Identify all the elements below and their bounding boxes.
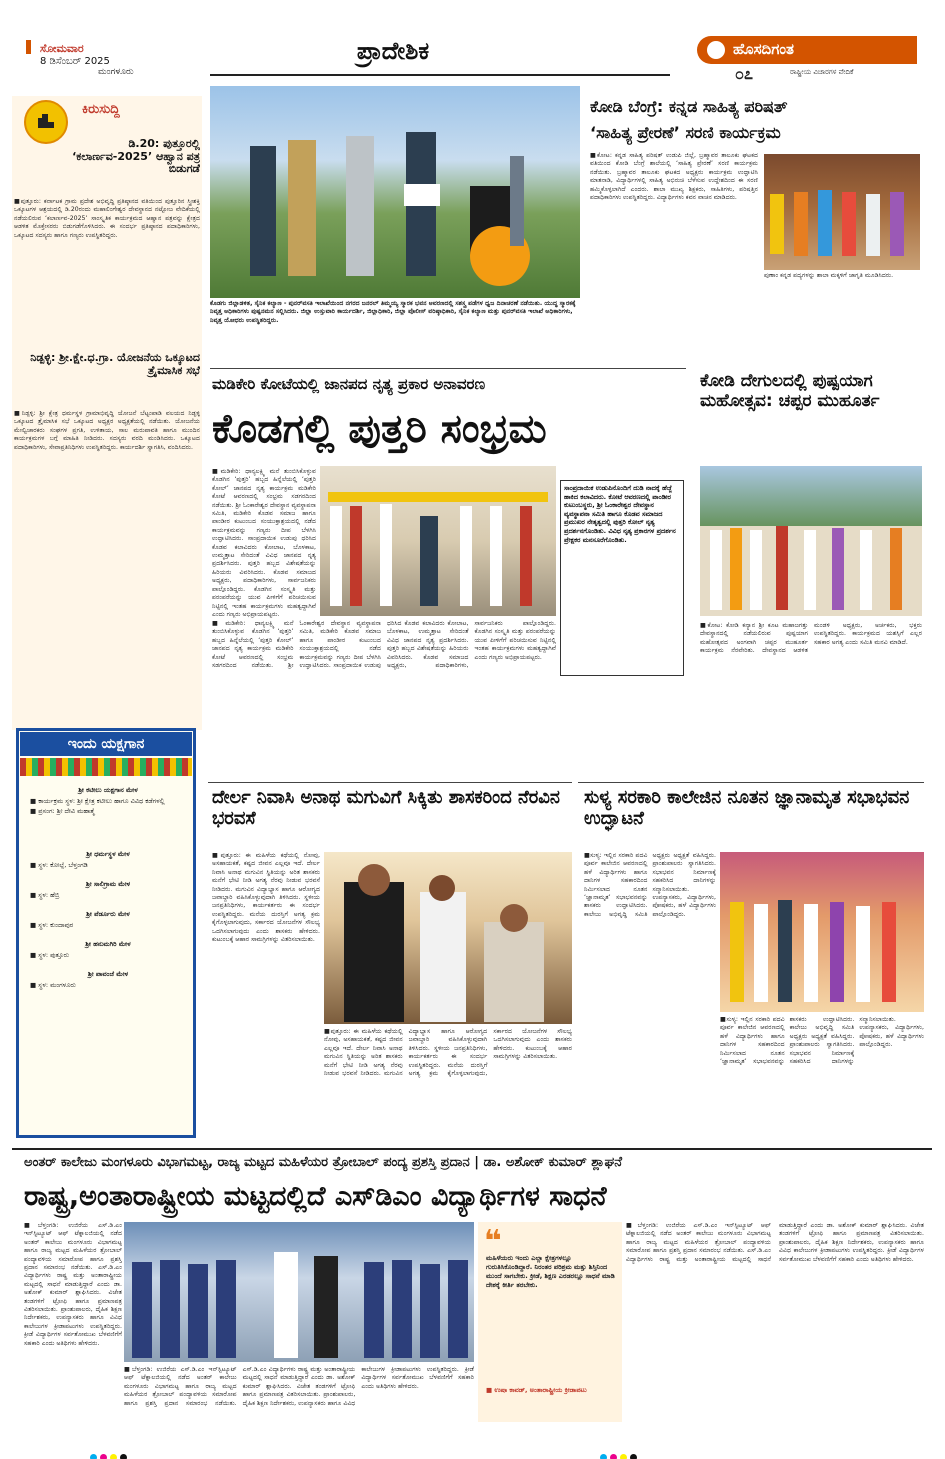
puttari-body-lead: ■ಮಡಿಕೇರಿ: ಧಾನ್ಯಲಕ್ಷ್ಮಿ ಮನೆ ತುಂಬಿಸಿಕೊಳ್ಳುವ ಕೊಡಗಿನ ‘ಪುತ್ತರಿ’ ಹಬ್ಬದ ಹಿನ್ನೆಲೆಯಲ್ಲಿ ‘ಪುತ್ತರಿ ಕೋಲ್’ ಜಾನಪದ ನೃತ್ಯ ಕಾರ್ಯಕ್ರಮ ಮಡಿಕೇರಿ ಕೋಟೆ ಆವರಣದಲ್ಲಿ ಸಂಭ್ರಮ ಸಡಗರದಿಂದ ನಡೆಯಿತು. ಶ್ರೀ ಓಂಕಾರೇಶ್ವರ ದೇವಸ್ಥಾನ ವ್ಯವಸ್ಥಾಪನಾ ಸಮಿತಿ, ಮಡಿಕೇರಿ ಕೊಡವ ಸಮಾಜ ಹಾಗೂ ಪಾಂಡೀರ ಕುಟುಂಬದ ಸಂಯುಕ್ತಾಶ್ರಯದಲ್ಲಿ ನಡೆದ ಕಾರ್ಯಕ್ರಮವನ್ನು ಗಣ್ಯರು ದೀಪ ಬೆಳಗಿಸಿ ಉದ್ಘಾಟಿಸಿದರು. ಸಾಂಪ್ರದಾಯಿಕ ಉಡುಪು ಧರಿಸಿದ ಕೊಡವ ಕಲಾವಿದರು ಕೋಲಾಟ, ಬೊಳಕಾಟ, ಉಮ್ಮತ್ತಾಟ ಸೇರಿದಂತೆ ವಿವಿಧ ಜಾನಪದ ನೃತ್ಯ ಪ್ರದರ್ಶಿಸಿದರು. ಪುತ್ತರಿ ಹಬ್ಬದ ವಿಶೇಷತೆಯನ್ನು ಹಿರಿಯರು ವಿವರಿಸಿದರು. ಕೊಡವ ಸಮಾಜದ ಅಧ್ಯಕ್ಷರು, ಪದಾಧಿಕಾರಿಗಳು, ಸಾರ್ವಜನಿಕರು ಪಾಲ್ಗೊಂಡಿದ್ದರು. ಕೊಡಗಿನ ಸಂಸ್ಕೃತಿ ಮತ್ತು ಪರಂಪರೆಯನ್ನು ಯುವ ಪೀಳಿಗೆಗೆ ಪರಿಚಯಿಸುವ ನಿಟ್ಟಿನಲ್ಲಿ ಇಂತಹ ಕಾರ್ಯಕ್ರಮಗಳು ಮಹತ್ವದ್ದಾಗಿವೆ ಎಂದು ಗಣ್ಯರು ಅಭಿಪ್ರಾಯಪಟ್ಟರು. xyxy=(212,468,316,618)
register-dots-right xyxy=(600,1446,640,1459)
yakshagana-row: ಶ್ರೀ ಸಾಲಿಗ್ರಾಮ ಮೇಳ xyxy=(85,880,131,888)
sullia-photo xyxy=(720,852,924,1012)
sullia-top-rule xyxy=(578,782,924,783)
kodi-temple-headline: ಕೋಡಿ ದೇಗುಲದಲ್ಲಿ ಪುಷ್ಪಯಾಗ ಮಹೋತ್ಸವ: ಚಪ್ಪರ ಮುಹೂರ್ತ xyxy=(700,372,880,411)
yakshagana-row: ■ ಸ್ಥಳ: ಪುತ್ತೂರು xyxy=(30,951,70,959)
kirusuddi-story2-body: ■ನಿಡ್ಪಳ್ಳಿ: ಶ್ರೀ ಕ್ಷೇತ್ರ ಧರ್ಮಸ್ಥಳ ಗ್ರಾಮಾಭಿವೃದ್ಧಿ ಯೋಜನೆ ಬೆಟ್ಟಂಪಾಡಿ ವಲಯದ ನಿಡ್ಪಳ್ಳಿ ಒಕ್ಕೂಟದ ತ್ರೈಮಾಸಿಕ ಸಭೆ ಒಕ್ಕೂಟದ ಅಧ್ಯಕ್ಷರ ಅಧ್ಯಕ್ಷತೆಯಲ್ಲಿ ನಡೆಯಿತು. ಯೋಜನೆಯ ಮೇಲ್ವಿಚಾರಕರು ಸಂಘಗಳ ಪ್ರಗತಿ, ಉಳಿತಾಯ, ಸಾಲ ಮರುಪಾವತಿ ಹಾಗೂ ಮುಂದಿನ ಕಾರ್ಯಕ್ರಮಗಳ ಬಗ್ಗೆ ಮಾಹಿತಿ ನೀಡಿದರು. ಸದಸ್ಯರು ವರದಿ ಮಂಡಿಸಿದರು. ಒಕ್ಕೂಟದ ಪದಾಧಿಕಾರಿಗಳು, ಸೇವಾಪ್ರತಿನಿಧಿಗಳು ಉಪಸ್ಥಿತರಿದ್ದರು. ಕಾರ್ಯದರ್ಶಿ ಸ್ವಾಗತಿಸಿ, ವಂದಿಸಿದರು. xyxy=(14,410,200,451)
yakshagana-row: ಶ್ರೀ ಪಾವಂಜೆ ಮೇಳ xyxy=(87,970,129,978)
throwball-team-photo xyxy=(124,1222,474,1362)
puttari-kicker: ಮಡಿಕೇರಿ ಕೋಟೆಯಲ್ಲಿ ಜಾನಪದ ನೃತ್ಯ ಪ್ರಕಾರ ಅನಾವರಣ xyxy=(212,376,486,393)
masthead-day: ಸೋಮವಾರ xyxy=(40,42,84,55)
kodi-bengre-headline1: ಕೋಡಿ ಬೆಂಗ್ರೆ: ಕನ್ನಡ ಸಾಹಿತ್ಯ ಪರಿಷತ್ xyxy=(590,98,788,116)
brand-name: ಹೊಸದಿಗಂತ xyxy=(733,40,794,58)
flag-day-caption: ಕೊಡಗು ಜಿಲ್ಲಾಡಳಿತ, ಸೈನಿಕ ಕಲ್ಯಾಣ - ಪುನರ್‌ವಸತಿ ಇಲಾಖೆಯಿಂದ ನಗರದ ಜನರಲ್ ತಿಮ್ಮಯ್ಯ ಸ್ಮಾರಕ ಭವನ ಆವರಣದಲ್ಲಿ ಸಶಸ್ತ್ರ ಪಡೆಗಳ ಧ್ವಜ ದಿನಾಚರಣೆ ನಡೆಯಿತು. ಯುದ್ಧ ಸ್ಮಾರಕಕ್ಕೆ ನಿವೃತ್ತ ಅಧಿಕಾರಿಗಳು ಪುಷ್ಪನಮನ ಸಲ್ಲಿಸಿದರು. ಜಿಲ್ಲಾ ಉಸ್ತುವಾರಿ ಕಾರ್ಯದರ್ಶಿ, ಜಿಲ್ಲಾಧಿಕಾರಿ, ಜಿಲ್ಲಾ ಪೊಲೀಸ್ ವರಿಷ್ಠಾಧಿಕಾರಿ, ಸೈನಿಕ ಕಲ್ಯಾಣ ಮತ್ತು ಪುನರ್‌ವಸತಿ ಇಲಾಖೆ ಅಧಿಕಾರಿಗಳು, ನಿವೃತ್ತ ಯೋಧರು ಉಪಸ್ಥಿತರಿದ್ದರು. xyxy=(210,300,576,324)
yakshagana-row: ■ ಕಾರ್ಯಕ್ರಮ ಸ್ಥಳ: ಶ್ರೀ ಕ್ಷೇತ್ರ ಕಟೀಲು ಹಾಗೂ ವಿವಿಧ ಕಡೆಗಳಲ್ಲಿ xyxy=(30,797,165,805)
yakshagana-title: ಇಂದು ಯಕ್ಷಗಾನ xyxy=(20,732,192,756)
kirusuddi-story1-body: ■ಪುತ್ತೂರು: ಕರ್ನಾಟಕ ಗ್ರಾಮ ಪ್ರದೇಶ ಅಭಿವೃದ್ಧಿ ಪ್ರತಿಷ್ಠಾನದ ವತಿಯಿಂದ ಪುತ್ತೂರಿನ ಸ್ತ್ರೀಶಕ್ತಿ ಒಕ್ಕೂಟಗಳ ಆಶ್ರಯದಲ್ಲಿ ಡಿ.20ರಂದು ಮಹಾಲಿಂಗೇಶ್ವರ ದೇವಸ್ಥಾನದ ನಟ್ಟೋಜ ವೇದಿಕೆಯಲ್ಲಿ ನಡೆಯಲಿರುವ ‘ಕಲಾರ್ಣವ-2025’ ಸಾಂಸ್ಕೃತಿಕ ಕಾರ್ಯಕ್ರಮದ ಆಹ್ವಾನ ಪತ್ರವನ್ನು ಕ್ಷೇತ್ರದ ಆಡಳಿತ ಮೊಕ್ತೇಸರರು ಬಿಡುಗಡೆಗೊಳಿಸಿದರು. ಈ ಸಂದರ್ಭ ಪ್ರತಿಷ್ಠಾನದ ಪದಾಧಿಕಾರಿಗಳು, ಒಕ್ಕೂಟದ ಸದಸ್ಯರು ಹಾಗೂ ಗಣ್ಯರು ಉಪಸ್ಥಿತರಿದ್ದರು. xyxy=(14,198,200,239)
brand-banner xyxy=(697,36,917,64)
puttari-headline: ಕೊಡಗಲ್ಲಿ ಪುತ್ತರಿ ಸಂಭ್ರಮ xyxy=(212,406,547,452)
yakshagana-row: ■ ಸ್ಥಳ: ಕೋಲ್ಪೆ, ಬೆಳ್ತಂಗಡಿ xyxy=(30,861,88,869)
yakshagana-row: ■ ಸ್ಥಳ: ಮಂಗಳೂರು xyxy=(30,981,76,989)
kodi-bengre-caption: ಪುಣಾಂ ಕನ್ನಡ ಪದ್ಯಗಳನ್ನು ಶಾಲಾ ಮಕ್ಕಳಿಗೆ ಜಾಗೃತಿ ಮೂಡಿಸಿದರು. xyxy=(764,272,894,279)
puttari-dance-photo xyxy=(320,466,556,616)
sullia-headline: ಸುಳ್ಯ ಸರಕಾರಿ ಕಾಲೇಜಿನ ನೂತನ ಜ್ಞಾನಾಮೃತ ಸಭಾಭವನ ಉದ್ಘಾಟನೆ xyxy=(584,788,910,829)
derla-photo xyxy=(324,852,572,1024)
kodi-temple-body: ■ಕೋಟ: ಕೋಡಿ ಕನ್ಯಾನ ಶ್ರೀ ಕೂಟ ಮಹಾಜಗತ್ತು ದೇವಸ್ಥಾನದಲ್ಲಿ ನಡೆಯಲಿರುವ ಪುಷ್ಪಯಾಗ ಮಹೋತ್ಸವದ ಅಂಗವಾಗಿ ಚಪ್ಪರ ಮುಹೂರ್ತ ಕಾರ್ಯಕ್ರಮ ನೆರವೇರಿತು. ದೇವಸ್ಥಾನದ ಆಡಳಿತ ಮಂಡಳಿ ಅಧ್ಯಕ್ಷರು, ಅರ್ಚಕರು, ಭಕ್ತರು ಉಪಸ್ಥಿತರಿದ್ದರು. ಕಾರ್ಯಕ್ರಮದ ಯಶಸ್ಸಿಗೆ ಎಲ್ಲರ ಸಹಕಾರ ಅಗತ್ಯ ಎಂದು ಸಮಿತಿ ಮನವಿ ಮಾಡಿದೆ. xyxy=(700,622,922,655)
yakshagana-row: ಶ್ರೀ ಹನುಮಗಿರಿ ಮೇಳ xyxy=(85,940,131,948)
section-title: ಪ್ರಾದೇಶಿಕ xyxy=(356,36,430,65)
kodi-temple-photo xyxy=(700,466,922,616)
kirusuddi-story2-title: ನಿಡ್ಪಳ್ಳಿ: ಶ್ರೀ.ಕ್ಷೇ.ಧ.ಗ್ರಾ. ಯೋಜನೆಯ ಒಕ್ಕೂಟದ ತ್ರೈಮಾಸಿಕ ಸಭೆ xyxy=(30,352,200,377)
sullia-body: ■ಸುಳ್ಯ: ಇಲ್ಲಿನ ಸರಕಾರಿ ಪದವಿ ಪೂರ್ವ ಕಾಲೇಜಿನ ಆವರಣದಲ್ಲಿ ಹಳೆ ವಿದ್ಯಾರ್ಥಿಗಳು ಹಾಗೂ ದಾನಿಗಳ ಸಹಕಾರದಿಂದ ನಿರ್ಮಿಸಲಾದ ನೂತನ ‘ಜ್ಞಾನಾಮೃತ’ ಸಭಾಭವನವನ್ನು ಶಾಸಕರು ಉದ್ಘಾಟಿಸಿದರು. ಕಾಲೇಜು ಅಭಿವೃದ್ಧಿ ಸಮಿತಿ ಅಧ್ಯಕ್ಷರು ಅಧ್ಯಕ್ಷತೆ ವಹಿಸಿದ್ದರು. ಪ್ರಾಂಶುಪಾಲರು ಸ್ವಾಗತಿಸಿದರು. ಸಭಾಭವನ ನಿರ್ಮಾಣಕ್ಕೆ ಸಹಕರಿಸಿದ ದಾನಿಗಳನ್ನು ಸನ್ಮಾನಿಸಲಾಯಿತು. ಉಪನ್ಯಾಸಕರು, ವಿದ್ಯಾರ್ಥಿಗಳು, ಪೋಷಕರು, ಹಳೆ ವಿದ್ಯಾರ್ಥಿಗಳು ಪಾಲ್ಗೊಂಡಿದ್ದರು. xyxy=(584,852,716,918)
brand-logo-icon xyxy=(707,41,725,59)
throwball-body: ■ಬೆಳ್ತಂಗಡಿ: ಉಜಿರೆಯ ಎಸ್.ಡಿ.ಎಂ ಇನ್‌ಸ್ಟಿಟ್ಯೂಟ್ ಆಫ್ ಟೆಕ್ನಾಲಜಿಯಲ್ಲಿ ನಡೆದ ಅಂತರ್ ಕಾಲೇಜು ಮಂಗಳೂರು ವಿಭಾಗಮಟ್ಟ ಹಾಗೂ ರಾಜ್ಯ ಮಟ್ಟದ ಮಹಿಳೆಯರ ತ್ರೋಬಾಲ್ ಪಂದ್ಯಾವಳಿಯ ಸಮಾರೋಪ ಹಾಗೂ ಪ್ರಶಸ್ತಿ ಪ್ರದಾನ ಸಮಾರಂಭ ನಡೆಯಿತು. ಎಸ್.ಡಿ.ಎಂ ವಿದ್ಯಾರ್ಥಿಗಳು ರಾಷ್ಟ್ರ ಮತ್ತು ಅಂತಾರಾಷ್ಟ್ರೀಯ ಮಟ್ಟದಲ್ಲಿ ಸಾಧನೆ ಮಾಡುತ್ತಿದ್ದಾರೆ ಎಂದು ಡಾ. ಅಶೋಕ್ ಕುಮಾರ್ ಶ್ಲಾಘಿಸಿದರು. ವಿಜೇತ ತಂಡಗಳಿಗೆ ಟ್ರೋಫಿ ಹಾಗೂ ಪ್ರಮಾಣಪತ್ರ ವಿತರಿಸಲಾಯಿತು. ಪ್ರಾಂಶುಪಾಲರು, ದೈಹಿಕ ಶಿಕ್ಷಣ ನಿರ್ದೇಶಕರು, ಉಪನ್ಯಾಸಕರು ಹಾಗೂ ವಿವಿಧ ಕಾಲೇಜುಗಳ ಕ್ರೀಡಾಪಟುಗಳು ಉಪಸ್ಥಿತರಿದ್ದರು. ಕ್ರೀಡೆ ವಿದ್ಯಾರ್ಥಿಗಳ ಸರ್ವತೋಮುಖ ಬೆಳವಣಿಗೆಗೆ ಸಹಕಾರಿ ಎಂದು ಅತಿಥಿಗಳು ಹೇಳಿದರು. xyxy=(24,1222,122,1347)
throwball-quote-author: ■ ಉಷಾ ಕಾವಡ್, ಅಂತಾರಾಷ್ಟ್ರೀಯ ಕ್ರೀಡಾಪಟು xyxy=(486,1386,587,1394)
register-dots-left xyxy=(90,1446,130,1459)
yakshagana-row: ■ ಸ್ಥಳ: ಹೆಬ್ರಿ xyxy=(30,891,60,899)
sullia-body-cont: ■ಸುಳ್ಯ: ಇಲ್ಲಿನ ಸರಕಾರಿ ಪದವಿ ಪೂರ್ವ ಕಾಲೇಜಿನ ಆವರಣದಲ್ಲಿ ಹಳೆ ವಿದ್ಯಾರ್ಥಿಗಳು ಹಾಗೂ ದಾನಿಗಳ ಸಹಕಾರದಿಂದ ನಿರ್ಮಿಸಲಾದ ನೂತನ ‘ಜ್ಞಾನಾಮೃತ’ ಸಭಾಭವನವನ್ನು ಶಾಸಕರು ಉದ್ಘಾಟಿಸಿದರು. ಕಾಲೇಜು ಅಭಿವೃದ್ಧಿ ಸಮಿತಿ ಅಧ್ಯಕ್ಷರು ಅಧ್ಯಕ್ಷತೆ ವಹಿಸಿದ್ದರು. ಪ್ರಾಂಶುಪಾಲರು ಸ್ವಾಗತಿಸಿದರು. ಸಭಾಭವನ ನಿರ್ಮಾಣಕ್ಕೆ ಸಹಕರಿಸಿದ ದಾನಿಗಳನ್ನು ಸನ್ಮಾನಿಸಲಾಯಿತು. ಉಪನ್ಯಾಸಕರು, ವಿದ್ಯಾರ್ಥಿಗಳು, ಪೋಷಕರು, ಹಳೆ ವಿದ್ಯಾರ್ಥಿಗಳು ಪಾಲ್ಗೊಂಡಿದ್ದರು. xyxy=(720,1016,924,1066)
throwball-top-rule xyxy=(12,1148,932,1150)
masthead-accent xyxy=(26,40,31,54)
throwball-body-right: ■ಬೆಳ್ತಂಗಡಿ: ಉಜಿರೆಯ ಎಸ್.ಡಿ.ಎಂ ಇನ್‌ಸ್ಟಿಟ್ಯೂಟ್ ಆಫ್ ಟೆಕ್ನಾಲಜಿಯಲ್ಲಿ ನಡೆದ ಅಂತರ್ ಕಾಲೇಜು ಮಂಗಳೂರು ವಿಭಾಗಮಟ್ಟ ಹಾಗೂ ರಾಜ್ಯ ಮಟ್ಟದ ಮಹಿಳೆಯರ ತ್ರೋಬಾಲ್ ಪಂದ್ಯಾವಳಿಯ ಸಮಾರೋಪ ಹಾಗೂ ಪ್ರಶಸ್ತಿ ಪ್ರದಾನ ಸಮಾರಂಭ ನಡೆಯಿತು. ಎಸ್.ಡಿ.ಎಂ ವಿದ್ಯಾರ್ಥಿಗಳು ರಾಷ್ಟ್ರ ಮತ್ತು ಅಂತಾರಾಷ್ಟ್ರೀಯ ಮಟ್ಟದಲ್ಲಿ ಸಾಧನೆ ಮಾಡುತ್ತಿದ್ದಾರೆ ಎಂದು ಡಾ. ಅಶೋಕ್ ಕುಮಾರ್ ಶ್ಲಾಘಿಸಿದರು. ವಿಜೇತ ತಂಡಗಳಿಗೆ ಟ್ರೋಫಿ ಹಾಗೂ ಪ್ರಮಾಣಪತ್ರ ವಿತರಿಸಲಾಯಿತು. ಪ್ರಾಂಶುಪಾಲರು, ದೈಹಿಕ ಶಿಕ್ಷಣ ನಿರ್ದೇಶಕರು, ಉಪನ್ಯಾಸಕರು ಹಾಗೂ ವಿವಿಧ ಕಾಲೇಜುಗಳ ಕ್ರೀಡಾಪಟುಗಳು ಉಪಸ್ಥಿತರಿದ್ದರು. ಕ್ರೀಡೆ ವಿದ್ಯಾರ್ಥಿಗಳ ಸರ್ವತೋಮುಖ ಬೆಳವಣಿಗೆಗೆ ಸಹಕಾರಿ ಎಂದು ಅತಿಥಿಗಳು ಹೇಳಿದರು. xyxy=(626,1222,924,1263)
derla-body: ■ಪುತ್ತೂರು: ಈ ಮಹಿಳೆಯ ಕಥೆಯಲ್ಲಿ ನೋವು, ಅಸಹಾಯಕತೆ, ಕಷ್ಟದ ಜೀವನ ಎಲ್ಲವೂ ಇದೆ. ದೇರ್ಲ ನಿವಾಸಿ ಅನಾಥ ಮಗುವಿನ ಸ್ಥಿತಿಯನ್ನು ಅರಿತ ಶಾಸಕರು ಮನೆಗೆ ಭೇಟಿ ನೀಡಿ ಅಗತ್ಯ ನೆರವು ನೀಡುವ ಭರವಸೆ ನೀಡಿದರು. ಮಗುವಿನ ವಿದ್ಯಾಭ್ಯಾಸ ಹಾಗೂ ಆರೋಗ್ಯದ ಜವಾಬ್ದಾರಿ ವಹಿಸಿಕೊಳ್ಳುವುದಾಗಿ ತಿಳಿಸಿದರು. ಸ್ಥಳೀಯ ಜನಪ್ರತಿನಿಧಿಗಳು, ಕಾರ್ಯಕರ್ತರು ಈ ಸಂದರ್ಭ ಉಪಸ್ಥಿತರಿದ್ದರು. ಮನೆಯ ದುರಸ್ತಿಗೆ ಅಗತ್ಯ ಕ್ರಮ ಕೈಗೊಳ್ಳಲಾಗುವುದು, ಸರ್ಕಾರದ ಯೋಜನೆಗಳ ಸೌಲಭ್ಯ ಒದಗಿಸಲಾಗುವುದು ಎಂದು ಶಾಸಕರು ಹೇಳಿದರು. ಕುಟುಂಬಕ್ಕೆ ಆಹಾರ ಸಾಮಗ್ರಿಗಳನ್ನು ವಿತರಿಸಲಾಯಿತು. xyxy=(212,852,320,944)
yakshagana-row: ■ ಸ್ಥಳ: ಕುಂದಾಪುರ xyxy=(30,921,74,929)
quote-mark-icon: ❝ xyxy=(484,1224,502,1259)
page-number: ೦೭ xyxy=(735,64,753,83)
throwball-body-cont: ■ಬೆಳ್ತಂಗಡಿ: ಉಜಿರೆಯ ಎಸ್.ಡಿ.ಎಂ ಇನ್‌ಸ್ಟಿಟ್ಯೂಟ್ ಆಫ್ ಟೆಕ್ನಾಲಜಿಯಲ್ಲಿ ನಡೆದ ಅಂತರ್ ಕಾಲೇಜು ಮಂಗಳೂರು ವಿಭಾಗಮಟ್ಟ ಹಾಗೂ ರಾಜ್ಯ ಮಟ್ಟದ ಮಹಿಳೆಯರ ತ್ರೋಬಾಲ್ ಪಂದ್ಯಾವಳಿಯ ಸಮಾರೋಪ ಹಾಗೂ ಪ್ರಶಸ್ತಿ ಪ್ರದಾನ ಸಮಾರಂಭ ನಡೆಯಿತು. ಎಸ್.ಡಿ.ಎಂ ವಿದ್ಯಾರ್ಥಿಗಳು ರಾಷ್ಟ್ರ ಮತ್ತು ಅಂತಾರಾಷ್ಟ್ರೀಯ ಮಟ್ಟದಲ್ಲಿ ಸಾಧನೆ ಮಾಡುತ್ತಿದ್ದಾರೆ ಎಂದು ಡಾ. ಅಶೋಕ್ ಕುಮಾರ್ ಶ್ಲಾಘಿಸಿದರು. ವಿಜೇತ ತಂಡಗಳಿಗೆ ಟ್ರೋಫಿ ಹಾಗೂ ಪ್ರಮಾಣಪತ್ರ ವಿತರಿಸಲಾಯಿತು. ಪ್ರಾಂಶುಪಾಲರು, ದೈಹಿಕ ಶಿಕ್ಷಣ ನಿರ್ದೇಶಕರು, ಉಪನ್ಯಾಸಕರು ಹಾಗೂ ವಿವಿಧ ಕಾಲೇಜುಗಳ ಕ್ರೀಡಾಪಟುಗಳು ಉಪಸ್ಥಿತರಿದ್ದರು. ಕ್ರೀಡೆ ವಿದ್ಯಾರ್ಥಿಗಳ ಸರ್ವತೋಮುಖ ಬೆಳವಣಿಗೆಗೆ ಸಹಕಾರಿ ಎಂದು ಅತಿಥಿಗಳು ಹೇಳಿದರು. xyxy=(124,1366,474,1407)
derla-top-rule xyxy=(208,782,572,783)
flag-day-photo xyxy=(210,86,580,298)
masthead-city: ಮಂಗಳೂರು xyxy=(98,67,134,77)
yakshagana-list xyxy=(30,784,186,1132)
yakshagana-row: ಶ್ರೀ ಪೆರ್ಡೂರು ಮೇಳ xyxy=(86,910,130,918)
kirusuddi-story1-title: ಡಿ.20: ಪುತ್ತೂರಲ್ಲಿ ‘ಕಲಾರ್ಣವ-2025’ ಆಹ್ವಾನ ಪತ್ರ ಬಿಡುಗಡೆ xyxy=(72,138,200,176)
puttari-body: ■ಮಡಿಕೇರಿ: ಧಾನ್ಯಲಕ್ಷ್ಮಿ ಮನೆ ತುಂಬಿಸಿಕೊಳ್ಳುವ ಕೊಡಗಿನ ‘ಪುತ್ತರಿ’ ಹಬ್ಬದ ಹಿನ್ನೆಲೆಯಲ್ಲಿ ‘ಪುತ್ತರಿ ಕೋಲ್’ ಜಾನಪದ ನೃತ್ಯ ಕಾರ್ಯಕ್ರಮ ಮಡಿಕೇರಿ ಕೋಟೆ ಆವರಣದಲ್ಲಿ ಸಂಭ್ರಮ ಸಡಗರದಿಂದ ನಡೆಯಿತು. ಶ್ರೀ ಓಂಕಾರೇಶ್ವರ ದೇವಸ್ಥಾನ ವ್ಯವಸ್ಥಾಪನಾ ಸಮಿತಿ, ಮಡಿಕೇರಿ ಕೊಡವ ಸಮಾಜ ಹಾಗೂ ಪಾಂಡೀರ ಕುಟುಂಬದ ಸಂಯುಕ್ತಾಶ್ರಯದಲ್ಲಿ ನಡೆದ ಕಾರ್ಯಕ್ರಮವನ್ನು ಗಣ್ಯರು ದೀಪ ಬೆಳಗಿಸಿ ಉದ್ಘಾಟಿಸಿದರು. ಸಾಂಪ್ರದಾಯಿಕ ಉಡುಪು ಧರಿಸಿದ ಕೊಡವ ಕಲಾವಿದರು ಕೋಲಾಟ, ಬೊಳಕಾಟ, ಉಮ್ಮತ್ತಾಟ ಸೇರಿದಂತೆ ವಿವಿಧ ಜಾನಪದ ನೃತ್ಯ ಪ್ರದರ್ಶಿಸಿದರು. ಪುತ್ತರಿ ಹಬ್ಬದ ವಿಶೇಷತೆಯನ್ನು ಹಿರಿಯರು ವಿವರಿಸಿದರು. ಕೊಡವ ಸಮಾಜದ ಅಧ್ಯಕ್ಷರು, ಪದಾಧಿಕಾರಿಗಳು, ಸಾರ್ವಜನಿಕರು ಪಾಲ್ಗೊಂಡಿದ್ದರು. ಕೊಡಗಿನ ಸಂಸ್ಕೃತಿ ಮತ್ತು ಪರಂಪರೆಯನ್ನು ಯುವ ಪೀಳಿಗೆಗೆ ಪರಿಚಯಿಸುವ ನಿಟ್ಟಿನಲ್ಲಿ ಇಂತಹ ಕಾರ್ಯಕ್ರಮಗಳು ಮಹತ್ವದ್ದಾಗಿವೆ ಎಂದು ಗಣ್ಯರು ಅಭಿಪ್ರಾಯಪಟ್ಟರು. xyxy=(212,620,556,670)
puttari-sidebar: ಸಾಂಪ್ರದಾಯಿಕ ಉಡುಪಿನೊಂದಿಗೆ ದುಡಿ ನಾದಕ್ಕೆ ಹೆಜ್ಜೆ ಹಾಕಿದ ಕಲಾವಿದರು. ಕೋಟೆ ಆವರಣದಲ್ಲಿ ಪಾಂಡೀರ ಕುಟುಂಬಸ್ಥರು, ಶ್ರೀ ಓಂಕಾರೇಶ್ವರ ದೇವಸ್ಥಾನ ವ್ಯವಸ್ಥಾಪನಾ ಸಮಿತಿ ಹಾಗೂ ಕೊಡವ ಸಮಾಜದ ಪ್ರಮುಖರ ನೇತೃತ್ವದಲ್ಲಿ ಪುತ್ತರಿ ಕೋಲ್ ನೃತ್ಯ ಪ್ರದರ್ಶನಗೊಂಡಿತು. ವಿವಿಧ ನೃತ್ಯ ಪ್ರಕಾರಗಳ ಪ್ರದರ್ಶನ ಪ್ರೇಕ್ಷಕರ ಮನಸೂರೆಗೊಂಡಿತು. xyxy=(564,484,676,544)
kirusuddi-label: ಕಿರುಸುದ್ದಿ xyxy=(82,102,120,117)
derla-body-cont: ■ಪುತ್ತೂರು: ಈ ಮಹಿಳೆಯ ಕಥೆಯಲ್ಲಿ ನೋವು, ಅಸಹಾಯಕತೆ, ಕಷ್ಟದ ಜೀವನ ಎಲ್ಲವೂ ಇದೆ. ದೇರ್ಲ ನಿವಾಸಿ ಅನಾಥ ಮಗುವಿನ ಸ್ಥಿತಿಯನ್ನು ಅರಿತ ಶಾಸಕರು ಮನೆಗೆ ಭೇಟಿ ನೀಡಿ ಅಗತ್ಯ ನೆರವು ನೀಡುವ ಭರವಸೆ ನೀಡಿದರು. ಮಗುವಿನ ವಿದ್ಯಾಭ್ಯಾಸ ಹಾಗೂ ಆರೋಗ್ಯದ ಜವಾಬ್ದಾರಿ ವಹಿಸಿಕೊಳ್ಳುವುದಾಗಿ ತಿಳಿಸಿದರು. ಸ್ಥಳೀಯ ಜನಪ್ರತಿನಿಧಿಗಳು, ಕಾರ್ಯಕರ್ತರು ಈ ಸಂದರ್ಭ ಉಪಸ್ಥಿತರಿದ್ದರು. ಮನೆಯ ದುರಸ್ತಿಗೆ ಅಗತ್ಯ ಕ್ರಮ ಕೈಗೊಳ್ಳಲಾಗುವುದು, ಸರ್ಕಾರದ ಯೋಜನೆಗಳ ಸೌಲಭ್ಯ ಒದಗಿಸಲಾಗುವುದು ಎಂದು ಶಾಸಕರು ಹೇಳಿದರು. ಕುಟುಂಬಕ್ಕೆ ಆಹಾರ ಸಾಮಗ್ರಿಗಳನ್ನು ವಿತರಿಸಲಾಯಿತು. xyxy=(324,1028,572,1078)
kodi-bengre-headline2: ‘ಸಾಹಿತ್ಯ ಪ್ರೇರಣೆ’ ಸರಣಿ ಕಾರ್ಯಕ್ರಮ xyxy=(590,124,781,142)
throwball-headline: ರಾಷ್ಟ್ರ,ಅಂತಾರಾಷ್ಟ್ರೀಯ ಮಟ್ಟದಲ್ಲಿದೆ ಎಸ್‌ಡಿಎಂ ವಿದ್ಯಾರ್ಥಿಗಳ ಸಾಧನೆ xyxy=(24,1181,607,1212)
yakshagana-border-pattern xyxy=(20,758,192,776)
yakshagana-row: ಶ್ರೀ ಕಟೀಲು ಯಕ್ಷಗಾನ ಮೇಳ xyxy=(78,786,138,794)
kodi-bengre-photo xyxy=(764,154,920,270)
yakshagana-row: ■ ಪ್ರಸಂಗ: ಶ್ರೀ ದೇವಿ ಮಹಾತ್ಮೆ xyxy=(30,807,95,815)
masthead-date-block xyxy=(40,42,160,77)
throwball-quote: ಮಹಿಳೆಯರು ಇಂದು ಎಲ್ಲಾ ಕ್ಷೇತ್ರಗಳಲ್ಲೂ ಗುರುತಿಸಿಕೊಂಡಿದ್ದಾರೆ. ನಿರಂತರ ಪರಿಶ್ರಮ ಮತ್ತು ಶಿಸ್ತಿನಿಂದ ಮುಂದೆ ಸಾಗಬೇಕು. ಕ್ರೀಡೆ, ಶಿಕ್ಷಣ ಎರಡರಲ್ಲೂ ಸಾಧನೆ ಮಾಡಿ ದೇಶಕ್ಕೆ ಕೀರ್ತಿ ತರಬೇಕು. xyxy=(486,1254,615,1289)
masthead-date: 8 ಡಿಸೆಂಬರ್ 2025 xyxy=(40,56,110,67)
puttari-top-rule xyxy=(210,368,686,369)
kodi-bengre-body: ■ಕೋಟ: ಕನ್ನಡ ಸಾಹಿತ್ಯ ಪರಿಷತ್ ಉಡುಪಿ ಜಿಲ್ಲೆ, ಬ್ರಹ್ಮಾವರ ತಾಲೂಕು ಘಟಕದ ವತಿಯಿಂದ ಕೋಡಿ ಬೆಂಗ್ರೆ ಶಾಲೆಯಲ್ಲಿ ‘ಸಾಹಿತ್ಯ ಪ್ರೇರಣೆ’ ಸರಣಿ ಕಾರ್ಯಕ್ರಮ ನಡೆಯಿತು. ಬ್ರಹ್ಮಾವರ ತಾಲೂಕು ಘಟಕದ ಅಧ್ಯಕ್ಷರು ಕಾರ್ಯಕ್ರಮ ಉದ್ಘಾಟಿಸಿ ಮಾತನಾಡಿ, ವಿದ್ಯಾರ್ಥಿಗಳಲ್ಲಿ ಸಾಹಿತ್ಯ ಅಭಿರುಚಿ ಬೆಳೆಸುವ ಉದ್ದೇಶದಿಂದ ಈ ಸರಣಿ ಹಮ್ಮಿಕೊಳ್ಳಲಾಗಿದೆ ಎಂದರು. ಶಾಲಾ ಮುಖ್ಯ ಶಿಕ್ಷಕರು, ಸಾಹಿತಿಗಳು, ಪರಿಷತ್ತಿನ ಪದಾಧಿಕಾರಿಗಳು ಉಪಸ್ಥಿತರಿದ್ದರು. ವಿದ್ಯಾರ್ಥಿಗಳು ಕವನ ವಾಚನ ಮಾಡಿದರು. xyxy=(590,152,758,202)
masthead-rule xyxy=(210,74,670,76)
derla-headline: ದೇರ್ಲ ನಿವಾಸಿ ಅನಾಥ ಮಗುವಿಗೆ ಸಿಕ್ಕಿತು ಶಾಸಕರಿಂದ ನೆರವಿನ ಭರವಸೆ xyxy=(212,788,560,829)
brand-tagline: ರಾಷ್ಟ್ರೀಯ ವಿಚಾರಗಳ ವೇದಿಕೆ xyxy=(790,68,854,76)
throwball-kicker: ಅಂತರ್ ಕಾಲೇಜು ಮಂಗಳೂರು ವಿಭಾಗಮಟ್ಟ, ರಾಜ್ಯ ಮಟ್ಟದ ಮಹಿಳೆಯರ ತ್ರೋಬಾಲ್ ಪಂದ್ಯ ಪ್ರಶಸ್ತಿ ಪ್ರದಾನ | ಡಾ. ಅಶೋಕ್ ಕುಮಾರ್ ಶ್ಲಾಘನೆ xyxy=(24,1156,622,1170)
yakshagana-row: ಶ್ರೀ ಧರ್ಮಸ್ಥಳ ಮೇಳ xyxy=(86,850,130,858)
